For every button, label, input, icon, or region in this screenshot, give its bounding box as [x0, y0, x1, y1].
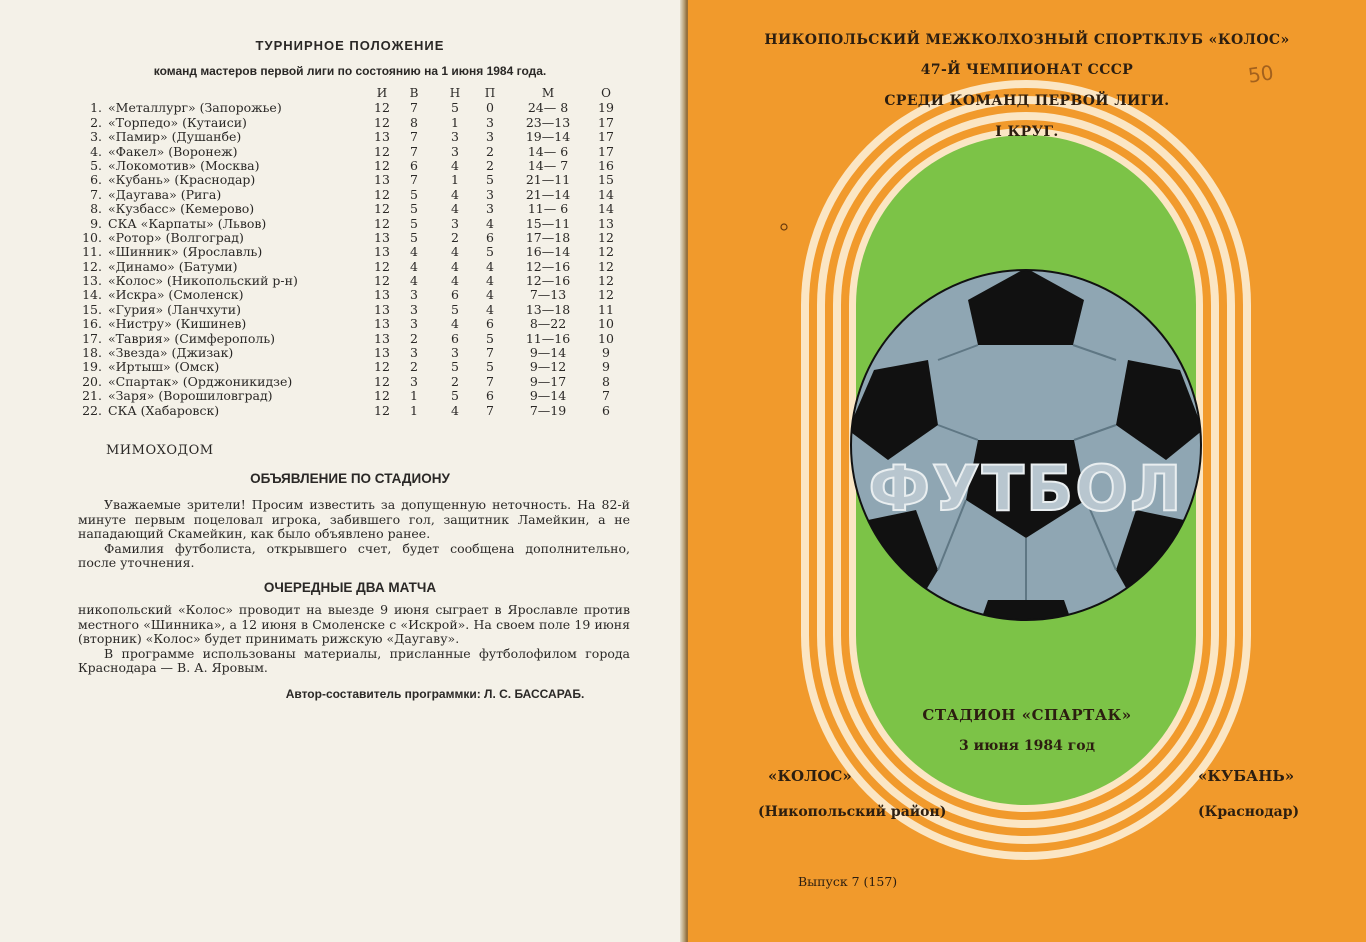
row-position: 10. [82, 229, 102, 245]
row-goals: 9—17 [529, 373, 567, 389]
row-wins: 3 [410, 345, 418, 361]
row-wins: 3 [410, 287, 418, 303]
row-draws: 3 [451, 345, 459, 361]
row-wins: 1 [410, 402, 418, 418]
row-goals: 11—16 [525, 330, 571, 346]
row-draws: 2 [451, 373, 459, 389]
row-losses: 5 [486, 330, 494, 346]
row-position: 22. [82, 402, 102, 418]
row-losses: 5 [486, 244, 494, 260]
table-row [78, 332, 638, 346]
row-draws: 4 [451, 316, 459, 332]
row-position: 20. [82, 373, 102, 389]
match-date: 3 июня 1984 год [959, 738, 1095, 754]
row-position: 21. [82, 388, 102, 404]
row-position: 14. [82, 287, 102, 303]
row-position: 6. [90, 172, 102, 188]
row-goals: 14— 7 [527, 157, 569, 173]
row-position: 2. [90, 114, 102, 130]
row-goals: 21—11 [525, 172, 571, 188]
home-team-place: (Никопольский район) [758, 804, 947, 820]
table-row [78, 360, 638, 374]
row-goals: 9—14 [529, 388, 567, 404]
row-team: «Шинник» (Ярославль) [108, 244, 263, 260]
row-points: 15 [598, 172, 614, 188]
home-team-name: «КОЛОС» [768, 767, 852, 785]
announcement-text [78, 498, 630, 571]
row-games: 13 [374, 316, 390, 332]
row-points: 12 [598, 273, 614, 289]
row-team: «Спартак» (Орджоникидзе) [108, 373, 293, 389]
row-losses: 4 [486, 258, 494, 274]
row-games: 12 [374, 201, 390, 217]
row-games: 13 [374, 229, 390, 245]
row-games: 12 [374, 215, 390, 231]
row-losses: 3 [486, 114, 494, 130]
table-row [78, 404, 638, 418]
standings-rows [78, 101, 638, 418]
row-points: 19 [598, 100, 614, 116]
row-games: 12 [374, 273, 390, 289]
row-points: 7 [602, 388, 610, 404]
row-goals: 24— 8 [527, 100, 569, 116]
row-points: 12 [598, 244, 614, 260]
row-games: 13 [374, 129, 390, 145]
row-goals: 9—14 [529, 345, 567, 361]
row-position: 5. [90, 157, 102, 173]
row-position: 9. [90, 215, 102, 231]
row-wins: 4 [410, 258, 418, 274]
announcement-paragraph-1: Уважаемые зрители! Просим известить за допущенную неточность. На 82-й минуте первым поцеловал игрока, забившего гол, защитник Ламейкин, а не нападающий Скамейкин, как было объявлено ранее. [78, 497, 630, 542]
row-losses: 6 [486, 316, 494, 332]
row-draws: 3 [451, 129, 459, 145]
standings-header-row [78, 86, 638, 100]
header-losses: П [484, 86, 496, 100]
row-games: 12 [374, 258, 390, 274]
row-points: 11 [598, 301, 614, 317]
football-logo-word: ФУТБОЛ [868, 452, 1184, 525]
row-position: 15. [82, 301, 102, 317]
row-losses: 7 [486, 373, 494, 389]
row-wins: 7 [410, 100, 418, 116]
row-points: 17 [598, 129, 614, 145]
row-goals: 9—12 [529, 359, 567, 375]
standings-title: ТУРНИРНОЕ ПОЛОЖЕНИЕ [255, 38, 445, 53]
row-wins: 7 [410, 143, 418, 159]
row-losses: 4 [486, 273, 494, 289]
row-games: 12 [374, 388, 390, 404]
row-draws: 1 [451, 114, 459, 130]
table-row [78, 145, 638, 159]
row-games: 12 [374, 359, 390, 375]
table-row [78, 274, 638, 288]
row-wins: 4 [410, 244, 418, 260]
row-losses: 3 [486, 129, 494, 145]
row-losses: 5 [486, 359, 494, 375]
row-goals: 19—14 [525, 129, 571, 145]
row-points: 10 [598, 330, 614, 346]
row-goals: 12—16 [525, 273, 571, 289]
row-position: 7. [90, 186, 102, 202]
cover-club-line: НИКОПОЛЬСКИЙ МЕЖКОЛХОЗНЫЙ СПОРТКЛУБ «КОЛОС» [764, 32, 1290, 48]
row-games: 13 [374, 330, 390, 346]
row-losses: 6 [486, 388, 494, 404]
table-row [78, 130, 638, 144]
row-losses: 4 [486, 287, 494, 303]
author-credit: Автор-составитель программки: Л. С. БАССАРАБ. [285, 687, 585, 701]
row-games: 12 [374, 100, 390, 116]
table-row [78, 317, 638, 331]
row-wins: 2 [410, 330, 418, 346]
row-goals: 15—11 [525, 215, 571, 231]
row-points: 14 [598, 201, 614, 217]
row-team: «Локомотив» (Москва) [108, 157, 260, 173]
row-draws: 3 [451, 143, 459, 159]
row-points: 9 [602, 345, 610, 361]
row-losses: 4 [486, 301, 494, 317]
row-wins: 5 [410, 215, 418, 231]
table-row [78, 260, 638, 274]
row-points: 10 [598, 316, 614, 332]
row-draws: 4 [451, 273, 459, 289]
row-goals: 12—16 [525, 258, 571, 274]
row-games: 12 [374, 402, 390, 418]
row-team: «Иртыш» (Омск) [108, 359, 220, 375]
header-games: И [376, 86, 388, 100]
row-goals: 7—19 [529, 402, 567, 418]
row-wins: 4 [410, 273, 418, 289]
row-losses: 7 [486, 345, 494, 361]
row-wins: 8 [410, 114, 418, 130]
cover-championship-line: 47-Й ЧЕМПИОНАТ СССР [920, 62, 1134, 78]
announcement-paragraph-2: Фамилия футболиста, открывшего счет, будет сообщена дополнительно, после уточнения. [78, 540, 630, 571]
row-points: 12 [598, 287, 614, 303]
row-draws: 3 [451, 215, 459, 231]
row-draws: 4 [451, 258, 459, 274]
table-row [78, 245, 638, 259]
row-wins: 3 [410, 316, 418, 332]
header-draws: Н [449, 86, 461, 100]
table-row [78, 116, 638, 130]
cover-page [688, 0, 1366, 942]
row-losses: 0 [486, 100, 494, 116]
announcement-title: ОБЪЯВЛЕНИЕ ПО СТАДИОНУ [250, 471, 450, 486]
row-team: «Металлург» (Запорожье) [108, 100, 282, 116]
stadium-track-illustration [688, 0, 1366, 942]
table-row [78, 202, 638, 216]
table-row [78, 303, 638, 317]
pencil-note: 50 [1246, 60, 1275, 88]
row-team: «Памир» (Душанбе) [108, 129, 242, 145]
row-points: 17 [598, 114, 614, 130]
row-draws: 2 [451, 229, 459, 245]
row-draws: 6 [451, 330, 459, 346]
header-wins: В [409, 86, 419, 100]
row-points: 6 [602, 402, 610, 418]
row-losses: 4 [486, 215, 494, 231]
row-points: 14 [598, 186, 614, 202]
row-position: 3. [90, 129, 102, 145]
row-draws: 1 [451, 172, 459, 188]
row-games: 12 [374, 114, 390, 130]
row-losses: 6 [486, 229, 494, 245]
row-team: «Нистру» (Кишинев) [108, 316, 247, 332]
row-losses: 5 [486, 172, 494, 188]
row-team: «Факел» (Воронеж) [108, 143, 238, 159]
row-wins: 1 [410, 388, 418, 404]
row-draws: 4 [451, 244, 459, 260]
row-goals: 23—13 [525, 114, 571, 130]
row-team: «Звезда» (Джизак) [108, 345, 234, 361]
row-team: «Кубань» (Краснодар) [108, 172, 256, 188]
row-position: 8. [90, 201, 102, 217]
row-team: «Кузбасс» (Кемерово) [108, 201, 255, 217]
row-team: «Заря» (Ворошиловград) [108, 388, 273, 404]
next-matches-title: ОЧЕРЕДНЫЕ ДВА МАТЧА [263, 580, 437, 595]
row-games: 12 [374, 143, 390, 159]
header-goals: М [541, 86, 555, 100]
row-losses: 2 [486, 157, 494, 173]
row-losses: 7 [486, 402, 494, 418]
row-games: 13 [374, 172, 390, 188]
row-points: 9 [602, 359, 610, 375]
row-losses: 2 [486, 143, 494, 159]
row-team: «Таврия» (Симферополь) [108, 330, 275, 346]
table-row [78, 375, 638, 389]
table-row [78, 217, 638, 231]
row-wins: 3 [410, 373, 418, 389]
standings-table [78, 86, 638, 418]
row-draws: 4 [451, 402, 459, 418]
row-position: 13. [82, 273, 102, 289]
table-row [78, 173, 638, 187]
row-games: 12 [374, 186, 390, 202]
row-wins: 5 [410, 229, 418, 245]
table-row [78, 159, 638, 173]
row-team: «Торпедо» (Кутаиси) [108, 114, 247, 130]
row-draws: 4 [451, 186, 459, 202]
row-team: «Динамо» (Батуми) [108, 258, 238, 274]
row-games: 13 [374, 287, 390, 303]
row-draws: 5 [451, 100, 459, 116]
next-matches-paragraph-1: никопольский «Колос» проводит на выезде 9 июня сыграет в Ярославле против местного «Шинника», а 12 июня в Смоленске с «Искрой». На своем поле 19 июня (вторник) «Колос» будет принимать рижскую «Даугаву». [78, 602, 630, 647]
table-row [78, 346, 638, 360]
row-team: «Ротор» (Волгоград) [108, 229, 244, 245]
row-losses: 3 [486, 186, 494, 202]
row-games: 13 [374, 244, 390, 260]
row-goals: 8—22 [529, 316, 567, 332]
row-position: 12. [82, 258, 102, 274]
row-team: «Искра» (Смоленск) [108, 287, 244, 303]
table-row [78, 101, 638, 115]
row-games: 12 [374, 157, 390, 173]
row-points: 12 [598, 258, 614, 274]
row-wins: 5 [410, 201, 418, 217]
row-draws: 6 [451, 287, 459, 303]
row-points: 16 [598, 157, 614, 173]
row-team: СКА (Хабаровск) [108, 402, 220, 418]
table-row [78, 288, 638, 302]
row-goals: 17—18 [525, 229, 571, 245]
row-games: 13 [374, 301, 390, 317]
row-position: 19. [82, 359, 102, 375]
row-points: 17 [598, 143, 614, 159]
next-matches-paragraph-2: В программе использованы материалы, присланные футболофилом города Краснодара — В. А. Яровым. [78, 645, 630, 676]
row-wins: 3 [410, 301, 418, 317]
away-team-name: «КУБАНЬ» [1198, 767, 1295, 785]
row-position: 18. [82, 345, 102, 361]
row-goals: 16—14 [525, 244, 571, 260]
row-goals: 21—14 [525, 186, 571, 202]
row-points: 13 [598, 215, 614, 231]
row-goals: 11— 6 [527, 201, 569, 217]
standings-subtitle: команд мастеров первой лиги по состоянию на 1 июня 1984 года. [153, 64, 547, 78]
row-points: 12 [598, 229, 614, 245]
header-points: О [601, 86, 611, 100]
row-games: 12 [374, 373, 390, 389]
row-position: 1. [90, 100, 102, 116]
row-goals: 13—18 [525, 301, 571, 317]
next-matches-text [78, 603, 630, 676]
row-position: 17. [82, 330, 102, 346]
row-games: 13 [374, 345, 390, 361]
row-position: 4. [90, 143, 102, 159]
row-wins: 2 [410, 359, 418, 375]
row-team: «Даугава» (Рига) [108, 186, 222, 202]
row-draws: 5 [451, 388, 459, 404]
issue-number: Выпуск 7 (157) [798, 874, 898, 889]
row-wins: 7 [410, 172, 418, 188]
row-draws: 5 [451, 359, 459, 375]
row-points: 8 [602, 373, 610, 389]
row-wins: 5 [410, 186, 418, 202]
row-team: «Гурия» (Ланчхути) [108, 301, 242, 317]
row-position: 11. [82, 244, 102, 260]
away-team-place: (Краснодар) [1198, 804, 1300, 820]
row-wins: 7 [410, 129, 418, 145]
row-losses: 3 [486, 201, 494, 217]
row-team: «Колос» (Никопольский р-н) [108, 273, 298, 289]
row-goals: 14— 6 [527, 143, 569, 159]
mimokhodom-heading: МИМОХОДОМ [106, 443, 214, 458]
cover-round-line: I КРУГ. [995, 124, 1059, 140]
punch-hole [781, 224, 787, 230]
table-row [78, 188, 638, 202]
row-wins: 6 [410, 157, 418, 173]
row-draws: 5 [451, 301, 459, 317]
cover-league-line: СРЕДИ КОМАНД ПЕРВОЙ ЛИГИ. [884, 93, 1170, 109]
table-row [78, 231, 638, 245]
row-draws: 4 [451, 157, 459, 173]
table-row [78, 389, 638, 403]
row-draws: 4 [451, 201, 459, 217]
row-team: СКА «Карпаты» (Львов) [108, 215, 267, 231]
stadium-name: СТАДИОН «СПАРТАК» [922, 706, 1132, 724]
row-position: 16. [82, 316, 102, 332]
row-goals: 7—13 [529, 287, 567, 303]
